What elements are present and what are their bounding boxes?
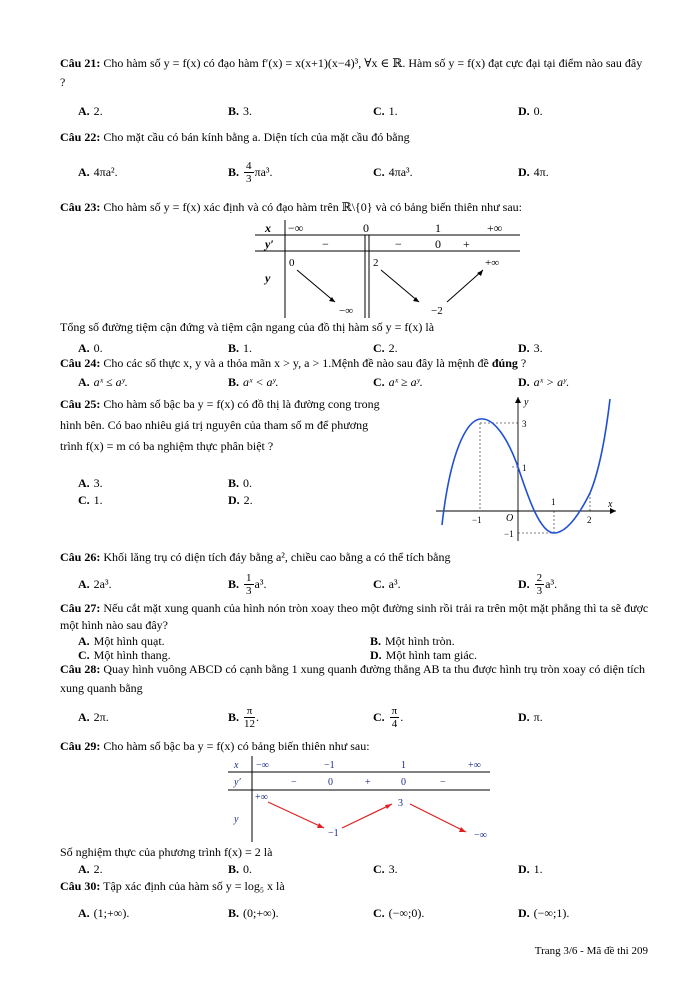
q30-option-c[interactable]: C. (−∞;0). [373,906,425,920]
q25-option-b[interactable]: B. 0. [228,476,253,490]
q23-option-a[interactable]: A. 0. [78,341,103,355]
q26-options [78,572,638,600]
q29-option-b[interactable]: B. 0. [228,862,253,876]
question-29: Câu 29: Cho hàm số bậc ba y = f(x) có bảng biến thiên như sau: [60,739,370,753]
q29-sign: 0 [328,777,333,788]
q29-sign: − [440,777,446,788]
q25-graph-tick-y: −1 [504,529,514,539]
q29-option-a[interactable]: A. 2. [78,862,103,876]
q28-option-c[interactable]: C. $\frac{\pi}{4}$ . [373,705,404,731]
q22-option-d[interactable]: D. 4π. [518,165,549,179]
q23-sign: 0 [435,237,441,251]
q29-option-d[interactable]: D. 1. [518,862,543,876]
q28-option-b[interactable]: B. $\frac{\pi}{12}$ . [228,705,260,731]
q26-option-b[interactable]: B. $\frac{1}{3}$ a³. [228,572,267,598]
q29-row-x: x [234,760,239,771]
q25-graph-tick-x: −1 [472,515,482,525]
q23-sign: − [395,237,402,251]
page-footer: Trang 3/6 - Mã đề thi 209 [534,945,648,957]
q24-option-d[interactable]: D. aˣ > aʸ. [518,375,570,389]
q30-option-a[interactable]: A. (1;+∞). [78,906,130,920]
q24-option-b[interactable]: B. aˣ < aʸ. [228,375,279,389]
q25-graph-x-label: x [608,499,613,510]
q25-option-d[interactable]: D. 2. [228,493,253,507]
q23-variation-table [255,220,520,318]
q23-option-d[interactable]: D. 3. [518,341,543,355]
q21-option-b[interactable]: B. 3. [228,104,253,118]
q23-question: Tổng số đường tiệm cận đứng và tiệm cận ngang của đồ thị hàm số y = f(x) là [60,320,435,334]
q25-option-a[interactable]: A. 3. [78,476,103,490]
q23-y-value: −2 [431,305,443,317]
q25-graph-tick-y: 3 [522,419,527,429]
q23-option-c[interactable]: C. 2. [373,341,398,355]
q23-x-value: 0 [363,221,369,235]
q29-sign: 0 [401,777,406,788]
q23-x-value: +∞ [487,221,503,235]
q30-option-d[interactable]: D. (−∞;1). [518,906,570,920]
q25-graph-tick-x: 2 [587,515,592,525]
q29-x-value: −1 [324,760,335,771]
q23-x-value: −∞ [288,221,304,235]
q29-variation-table [228,756,490,842]
q24-option-a[interactable]: A. aˣ ≤ aʸ. [78,375,128,389]
q24-option-c[interactable]: C. aˣ ≥ aʸ. [373,375,423,389]
q28-option-d[interactable]: D. π. [518,710,543,724]
q29-x-value: −∞ [256,760,269,771]
q29-option-c[interactable]: C. 3. [373,862,398,876]
q23-options [78,341,638,355]
q23-row-yprime: y′ [265,237,274,251]
q25-graph [436,393,626,543]
question-23: Câu 23: Cho hàm số y = f(x) xác định và có đạo hàm trên ℝ\{0} và có bảng biến thiên như sau: [60,200,523,214]
q26-option-d[interactable]: D. $\frac{2}{3}$ a³. [518,572,558,598]
question-24: Câu 24: Cho các số thực x, y và a thỏa mãn x > y, a > 1.Mệnh đề nào sau đây là mệnh đề đúng ? [60,356,527,370]
q29-sign: − [291,777,297,788]
q29-row-yprime: y′ [234,777,241,788]
q26-option-c[interactable]: C. a³. [373,577,401,591]
question-25: Câu 25: Cho hàm số bậc ba y = f(x) có đồ thị là đường cong trong hình bên. Có bao nhiêu giá trị nguyên của tham số m để phương trình f(x) = m có ba nghiệm thực phân biệt ? [60,397,380,453]
q23-sign: + [463,237,470,251]
q29-x-value: 1 [401,760,406,771]
q25-graph-y-label: y [524,397,529,408]
q22-option-c[interactable]: C. 4πa³. [373,165,413,179]
q21-option-a[interactable]: A. 2. [78,104,103,118]
question-21: Câu 21: Cho hàm số y = f(x) có đạo hàm f′(x) = x(x+1)(x−4)³, ∀x ∈ ℝ. Hàm số y = f(x) đạt cực đại tại điểm nào sau đây ? [60,56,643,89]
q21-option-c[interactable]: C. 1. [373,104,398,118]
q27-option-c[interactable]: C. Một hình thang. [78,648,171,662]
question-22: Câu 22: Cho mặt cầu có bán kính bằng a. Diện tích của mặt cầu đó bằng [60,130,410,144]
q29-y-value: −∞ [474,830,487,841]
q29-x-value: +∞ [468,760,481,771]
q25-graph-tick-x: 1 [551,497,556,507]
q21-options [78,104,638,122]
q23-row-x: x [265,221,271,235]
q22-option-b[interactable]: B. $\frac{4}{3}$ πa³. [228,160,273,186]
q28-options [78,705,638,733]
q23-y-value: +∞ [485,257,500,269]
q25-graph-origin: O [506,513,514,524]
question-27: Câu 27: Nếu cắt mặt xung quanh của hình nón tròn xoay theo một đường sinh rồi trải ra trên một mặt phẳng thì ta sẽ được một hình nào sau đây? [60,601,649,632]
q24-options [78,375,638,389]
q23-y-value: −∞ [339,305,354,317]
q25-graph-tick-y: 1 [522,463,527,473]
q23-option-b[interactable]: B. 1. [228,341,253,355]
q29-y-value: −1 [328,828,339,839]
question-28: Câu 28: Quay hình vuông ABCD có cạnh bằng 1 xung quanh đường thẳng AB ta thu được hình trụ tròn xoay có diện tích xung quanh bằng [60,662,645,695]
q25-option-c[interactable]: C. 1. [78,493,103,507]
q27-option-b[interactable]: B. Một hình tròn. [370,634,455,648]
q30-option-b[interactable]: B. (0;+∞). [228,906,279,920]
q29-y-value: +∞ [255,792,268,803]
q23-sign: − [322,237,329,251]
question-30: Câu 30: Tập xác định của hàm số y = log₅ x là [60,879,285,893]
q22-options [78,160,638,188]
q27-option-a[interactable]: A. Một hình quạt. [78,634,165,648]
q23-y-value: 2 [373,257,379,269]
q21-option-d[interactable]: D. 0. [518,104,543,118]
question-26: Câu 26: Khối lăng trụ có diện tích đáy bằng a², chiều cao bằng a có thể tích bằng [60,550,451,564]
q23-y-value: 0 [289,257,295,269]
q28-option-a[interactable]: A. 2π. [78,710,109,724]
q30-options [78,906,638,924]
q29-sign: + [365,777,371,788]
q26-option-a[interactable]: A. 2a³. [78,577,112,591]
q29-y-value: 3 [398,798,403,809]
q29-row-y: y [234,814,239,825]
q29-question: Số nghiệm thực của phương trình f(x) = 2 là [60,845,273,859]
q27-option-d[interactable]: D. Một hình tam giác. [370,648,477,662]
q22-option-a[interactable]: A. 4πa². [78,165,118,179]
q23-row-y: y [265,271,271,285]
q23-x-value: 1 [435,221,441,235]
q29-options [78,862,638,876]
